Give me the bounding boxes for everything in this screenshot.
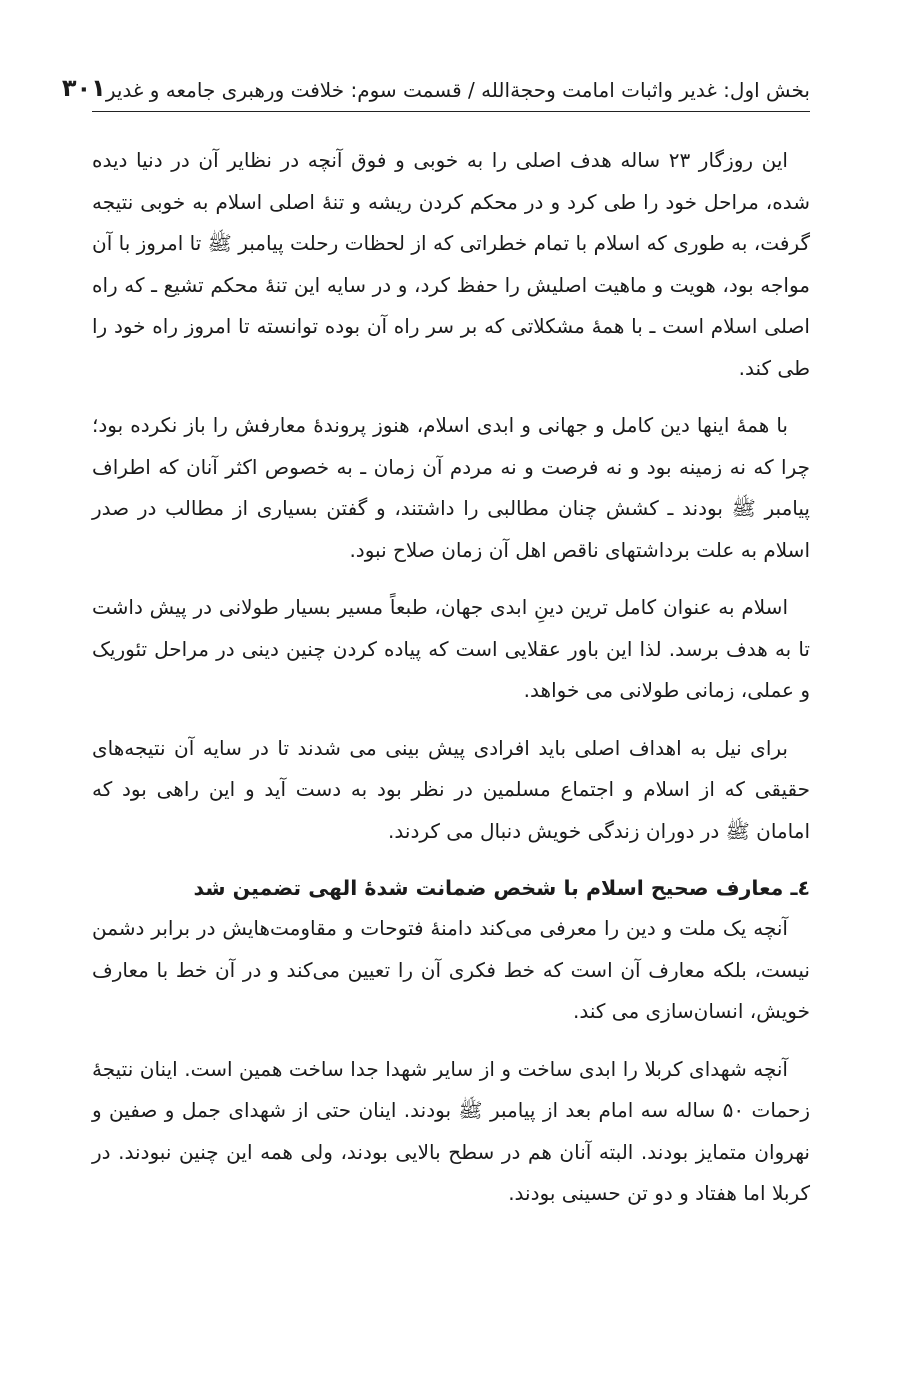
header-title: بخش اول: غدیر واثبات امامت وحجةالله / قسمت سوم: خلافت ورهبری جامعه و غدیر [105, 78, 810, 102]
paragraph-1: این روزگار ۲۳ ساله هدف اصلی را به خوبی و فوق آنچه در نظایر آن در دنیا دیده شده، مراحل خود را طی کرد و در محکم کردن ریشه و تنهٔ اصلی اسلام به خوبی نتیجه گرفت، به طوری که اسلام با تمام خطراتی که از لحظات رحلت پیامبر ﷺ تا امروز با آن مواجه بود، هویت و ماهیت اصلیش را حفظ کرد، و در سایه این تنهٔ محکم تشیع ـ که راه اصلی اسلام است ـ با همهٔ مشکلاتی که بر سر راه آن بوده توانسته تا امروز راه خود را طی کند. [92, 148, 810, 380]
book-page [61, 0, 810, 1390]
section-heading: ٤ـ معارف صحیح اسلام با شخص ضمانت شدهٔ الهی تضمین شد [193, 876, 810, 900]
running-header [61, 60, 810, 112]
paragraph-3: اسلام به عنوان کامل ترین دینِ ابدی جهان، طبعاً مسیر بسیار طولانی در پیش داشت تا به هدف برسد. لذا این باور عقلایی است که پیاده کردن چنین دینی در مراحل تئوریک و عملی، زمانی طولانی می خواهد. [92, 595, 810, 702]
section-paragraph-2: آنچه شهدای کربلا را ابدی ساخت و از سایر شهدا جدا ساخت همین است. اینان نتیجهٔ زحمات ۵۰ ساله سه امام بعد از پیامبر ﷺ بودند. اینان حتی از شهدای جمل و صفین و نهروان متمایز بودند. البته آنان هم در سطح بالایی بودند، ولی همه این چنین نبودند. در کربلا اما هفتاد و دو تن حسینی بودند. [92, 1056, 810, 1205]
paragraph-4: برای نیل به اهداف اصلی باید افرادی پیش بینی می شدند تا در سایه آن نتیجه‌های حقیقی که از اسلام و اجتماع مسلمین در نظر بود به دست آید و این راهی بود که امامان ﷺ در دوران زندگی خویش دنبال می کردند. [92, 735, 810, 843]
page-number: ۳۰۱ [61, 74, 106, 102]
body-text [92, 140, 810, 1231]
paragraph-2: با همهٔ اینها دین کامل و جهانی و ابدی اسلام، هنوز پروندهٔ معارفش را باز نکرده بود؛ چرا که نه زمینه بود و نه فرصت و نه مردم آن زمان ـ به خصوص اکثر آنان که اطراف پیامبر ﷺ بودند ـ کشش چنان مطالبی را داشتند، و گفتن بسیاری از مطالب در صدر اسلام به علت برداشتهای ناقص اهل آن زمان صلاح نبود. [92, 413, 810, 562]
section-paragraph-1: آنچه یک ملت و دین را معرفی می‌کند دامنهٔ فتوحات و مقاومت‌هایش در برابر دشمن نیست، بلکه معارف آن است که خط فکری آن را تعیین می‌کند و در آن خط با معارف خویش، انسان‌سازی می کند. [92, 916, 810, 1023]
